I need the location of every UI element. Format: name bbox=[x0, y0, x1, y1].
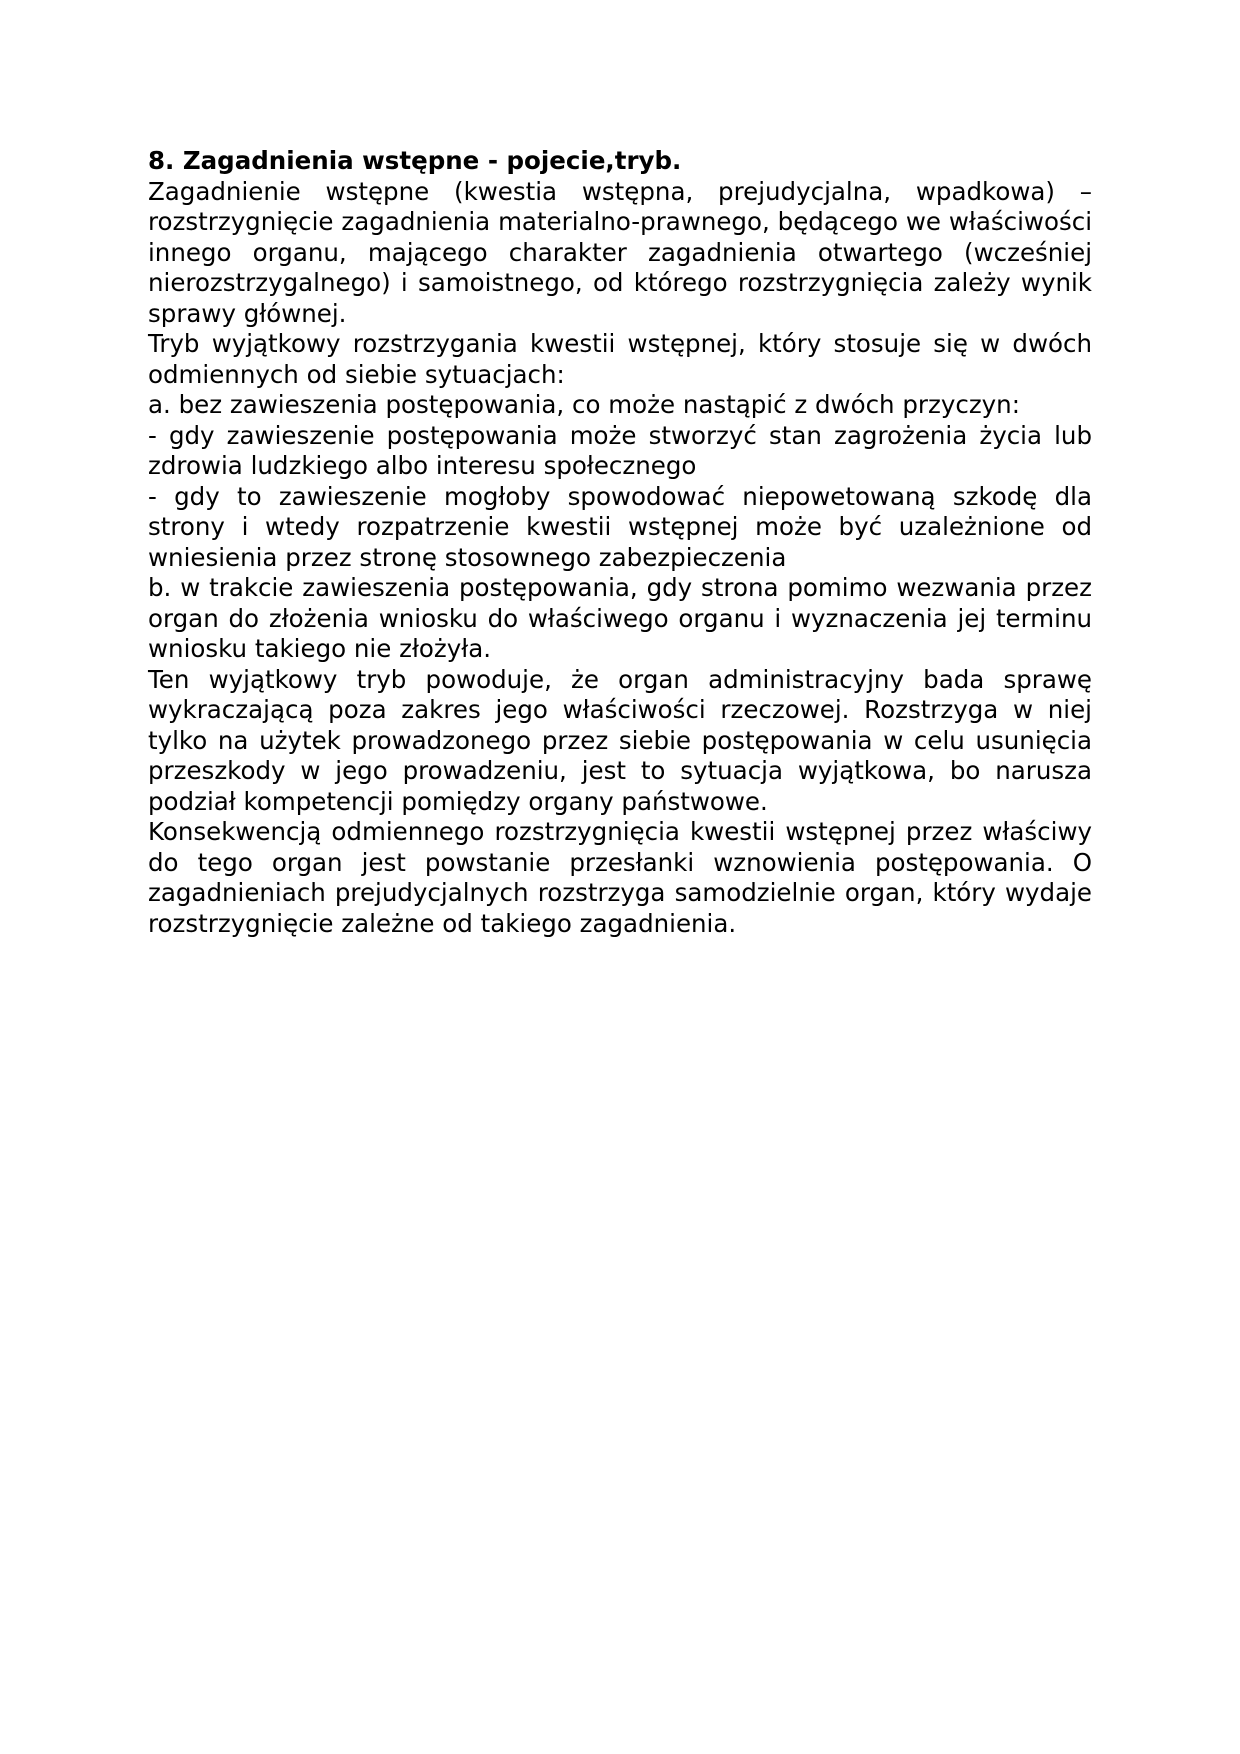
document-title: 8. Zagadnienia wstępne - pojecie,tryb. bbox=[148, 146, 682, 175]
paragraph-point-a: a. bez zawieszenia postępowania, co może nastąpić z dwóch przyczyn: bbox=[148, 390, 1020, 419]
paragraph-exceptional-mode: Tryb wyjątkowy rozstrzygania kwestii wstępnej, który stosuje się w dwóch odmiennych od siebie sytuacjach: bbox=[148, 329, 1092, 389]
paragraph-definition: Zagadnienie wstępne (kwestia wstępna, prejudycjalna, wpadkowa) – rozstrzygnięcie zagadnienia materialno-prawnego, będącego we właściwości innego organu, mającego charakter zagadnienia otwartego (wcześniej nierozstrzygalnego) i samoistnego, od którego rozstrzygnięcia zależy wynik sprawy głównej. bbox=[148, 176, 1092, 328]
document-page bbox=[148, 146, 1092, 939]
paragraph-bullet-2: - gdy to zawieszenie mogłoby spowodować niepowetowaną szkodę dla strony i wtedy rozpatrzenie kwestii wstępnej może być uzależnione od wniesienia przez stronę stosownego zabezpieczenia bbox=[148, 481, 1092, 572]
paragraph-effects: Ten wyjątkowy tryb powoduje, że organ administracyjny bada sprawę wykraczającą poza zakres jego właściwości rzeczowej. Rozstrzyga w niej tylko na użytek prowadzonego przez siebie postępowania w celu usunięcia przeszkody w jego prowadzeniu, jest to sytuacja wyjątkowa, bo narusza podział kompetencji pomiędzy organy państwowe. bbox=[148, 664, 1092, 816]
paragraph-consequence: Konsekwencją odmiennego rozstrzygnięcia kwestii wstępnej przez właściwy do tego organ jest powstanie przesłanki wznowienia postępowania. O zagadnieniach prejudycjalnych rozstrzyga samodzielnie organ, który wydaje rozstrzygnięcie zależne od takiego zagadnienia. bbox=[148, 817, 1092, 938]
paragraph-bullet-1: - gdy zawieszenie postępowania może stworzyć stan zagrożenia życia lub zdrowia ludzkiego albo interesu społecznego bbox=[148, 420, 1092, 480]
paragraph-point-b: b. w trakcie zawieszenia postępowania, gdy strona pomimo wezwania przez organ do złożenia wniosku do właściwego organu i wyznaczenia jej terminu wniosku takiego nie złożyła. bbox=[148, 573, 1092, 663]
